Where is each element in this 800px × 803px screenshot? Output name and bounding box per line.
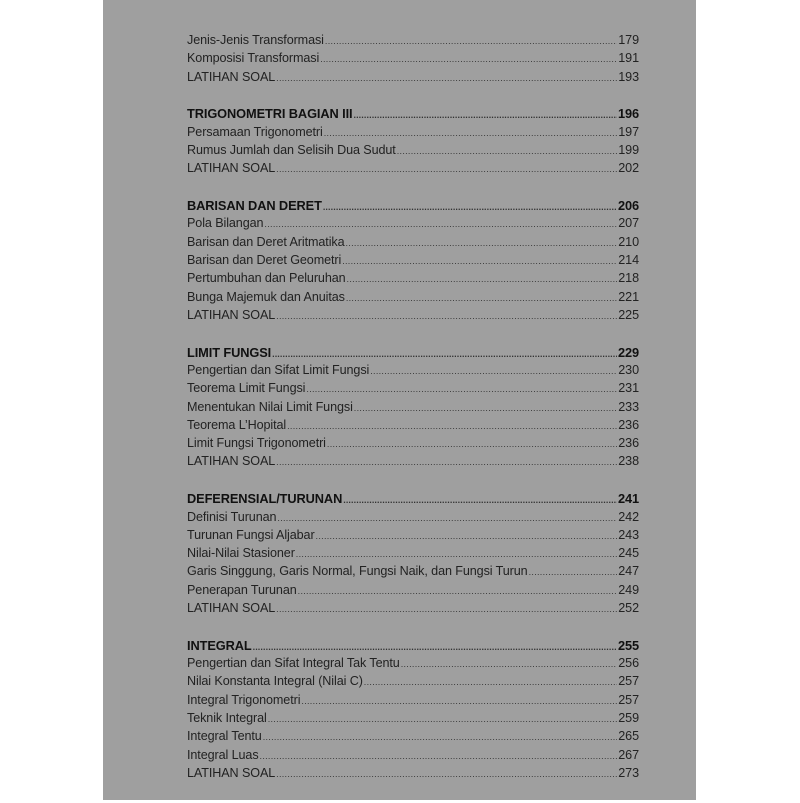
- dot-leader: [263, 729, 618, 743]
- entry-title: Menentukan Nilai Limit Fungsi: [187, 399, 353, 414]
- toc-entry[interactable]: [187, 693, 639, 711]
- toc-entry[interactable]: [187, 436, 639, 454]
- entry-title: Jenis-Jenis Transformasi: [187, 33, 324, 47]
- toc-entry[interactable]: [187, 528, 639, 546]
- dot-leader: [268, 711, 618, 725]
- page-number: 252: [618, 601, 639, 616]
- dot-leader: [320, 51, 617, 65]
- entry-title: Integral Trigonometri: [187, 692, 301, 707]
- entry-title: Teknik Integral: [187, 711, 267, 725]
- dot-leader: [316, 528, 618, 542]
- dot-leader: [343, 491, 617, 506]
- dot-leader: [324, 125, 618, 139]
- dot-leader: [323, 198, 617, 213]
- chapter-title: DEFERENSIAL/TURUNAN: [187, 491, 343, 507]
- toc-entry[interactable]: [187, 143, 639, 161]
- entry-title: LATIHAN SOAL: [187, 454, 276, 469]
- toc-entry[interactable]: [187, 216, 639, 234]
- page-number: 247: [618, 564, 639, 579]
- page-number: 231: [618, 381, 639, 396]
- entry-title: Bunga Majemuk dan Anuitas: [187, 289, 345, 304]
- entry-title: Barisan dan Deret Geometri: [187, 252, 342, 267]
- page-number: 238: [618, 454, 639, 469]
- toc-section: [187, 345, 639, 473]
- toc-entry[interactable]: [187, 363, 639, 381]
- toc-entry[interactable]: [187, 253, 639, 271]
- toc-entry[interactable]: [187, 271, 639, 289]
- toc-entry[interactable]: [187, 729, 639, 747]
- toc-entry[interactable]: [187, 381, 639, 399]
- toc-entry[interactable]: [187, 583, 639, 601]
- entry-title: LATIHAN SOAL: [187, 161, 276, 176]
- page-number: 199: [618, 142, 639, 157]
- toc-chapter-heading[interactable]: [187, 345, 639, 363]
- page-number: 179: [618, 33, 639, 47]
- page-number: 202: [618, 161, 639, 176]
- toc-entry[interactable]: [187, 418, 639, 436]
- entry-title: LATIHAN SOAL: [187, 69, 276, 84]
- dot-leader: [276, 454, 617, 468]
- page-number: 229: [617, 344, 639, 360]
- dot-leader: [354, 400, 617, 414]
- toc-entry[interactable]: [187, 546, 639, 564]
- page-number: 259: [618, 711, 639, 725]
- toc-entry[interactable]: [187, 161, 639, 179]
- toc-entry[interactable]: [187, 748, 639, 766]
- entry-title: Pertumbuhan dan Peluruhan: [187, 271, 346, 286]
- toc-entry[interactable]: [187, 766, 639, 784]
- dot-leader: [327, 436, 617, 450]
- page-number: 245: [618, 546, 639, 561]
- toc-section: [187, 33, 639, 88]
- dot-leader: [306, 381, 617, 395]
- entry-title: Nilai Konstanta Integral (Nilai C): [187, 674, 363, 689]
- dot-leader: [272, 345, 617, 360]
- toc-chapter-heading[interactable]: [187, 638, 639, 656]
- page-number: 273: [618, 765, 639, 780]
- page-number: 221: [618, 289, 639, 304]
- dot-leader: [276, 601, 617, 615]
- toc-entry[interactable]: [187, 290, 639, 308]
- dot-leader: [260, 748, 618, 762]
- page-number: 255: [617, 637, 639, 653]
- dot-leader: [397, 143, 618, 157]
- entry-title: Teorema L’Hopital: [187, 417, 287, 432]
- dot-leader: [325, 33, 617, 47]
- table-of-contents: [187, 33, 639, 803]
- page-number: 257: [618, 692, 639, 707]
- toc-entry[interactable]: [187, 51, 639, 69]
- dot-leader: [346, 235, 618, 249]
- page-number: 196: [617, 106, 639, 122]
- toc-entry[interactable]: [187, 235, 639, 253]
- chapter-title: BARISAN DAN DERET: [187, 198, 322, 214]
- dot-leader: [301, 693, 617, 707]
- entry-title: Integral Tentu: [187, 729, 262, 744]
- page-number: 249: [618, 582, 639, 597]
- dot-leader: [253, 638, 617, 653]
- entry-title: Persamaan Trigonometri: [187, 124, 323, 139]
- entry-title: Pengertian dan Sifat Integral Tak Tentu: [187, 656, 400, 671]
- toc-entry[interactable]: [187, 601, 639, 619]
- entry-title: Turunan Fungsi Aljabar: [187, 527, 315, 542]
- page-number: 243: [618, 527, 639, 542]
- toc-chapter-heading[interactable]: [187, 106, 639, 124]
- entry-title: Nilai-Nilai Stasioner: [187, 546, 295, 561]
- page-number: 233: [618, 399, 639, 414]
- dot-leader: [296, 546, 617, 560]
- page-number: 191: [618, 51, 639, 66]
- page-number: 193: [618, 69, 639, 84]
- toc-entry[interactable]: [187, 711, 639, 729]
- page-number: 230: [618, 362, 639, 377]
- dot-leader: [264, 216, 617, 230]
- entry-title: Komposisi Transformasi: [187, 51, 320, 66]
- page-number: 265: [618, 729, 639, 744]
- entry-title: LATIHAN SOAL: [187, 601, 276, 616]
- entry-title: LATIHAN SOAL: [187, 307, 276, 322]
- entry-title: Barisan dan Deret Aritmatika: [187, 234, 345, 249]
- dot-leader: [353, 106, 616, 121]
- toc-section: [187, 106, 639, 179]
- entry-title: Rumus Jumlah dan Selisih Dua Sudut: [187, 142, 396, 157]
- dot-leader: [342, 253, 617, 267]
- page-number: 256: [618, 656, 639, 671]
- dot-leader: [276, 70, 617, 84]
- dot-leader: [364, 674, 617, 688]
- entry-title: Definisi Turunan: [187, 509, 277, 524]
- chapter-title: INTEGRAL: [187, 637, 252, 653]
- page-number: 242: [618, 509, 639, 524]
- entry-title: Integral Luas: [187, 747, 259, 762]
- toc-entry[interactable]: [187, 510, 639, 528]
- toc-entry[interactable]: [187, 308, 639, 326]
- dot-leader: [347, 271, 618, 285]
- dot-leader: [287, 418, 617, 432]
- page-number: 214: [618, 252, 639, 267]
- entry-title: Teorema Limit Fungsi: [187, 381, 306, 396]
- toc-entry[interactable]: [187, 674, 639, 692]
- toc-entry[interactable]: [187, 400, 639, 418]
- toc-entry[interactable]: [187, 564, 639, 582]
- toc-entry[interactable]: [187, 656, 639, 674]
- dot-leader: [346, 290, 617, 304]
- toc-entry[interactable]: [187, 454, 639, 472]
- page-number: 210: [618, 234, 639, 249]
- page-number: 218: [618, 271, 639, 286]
- toc-section: [187, 198, 639, 326]
- page-number: 207: [618, 216, 639, 231]
- page-number: 236: [618, 436, 639, 451]
- page-number: 225: [618, 307, 639, 322]
- toc-entry[interactable]: [187, 33, 639, 51]
- page-number: 241: [617, 491, 639, 507]
- dot-leader: [529, 564, 618, 578]
- entry-title: Limit Fungsi Trigonometri: [187, 436, 326, 451]
- chapter-title: LIMIT FUNGSI: [187, 344, 272, 360]
- toc-entry[interactable]: [187, 125, 639, 143]
- dot-leader: [276, 766, 617, 780]
- dot-leader: [277, 510, 617, 524]
- toc-chapter-heading[interactable]: [187, 198, 639, 216]
- entry-title: Pengertian dan Sifat Limit Fungsi: [187, 362, 370, 377]
- dot-leader: [276, 308, 617, 322]
- entry-title: Garis Singgung, Garis Normal, Fungsi Naik, dan Fungsi Turun: [187, 564, 528, 579]
- dot-leader: [401, 656, 618, 670]
- entry-title: Pola Bilangan: [187, 216, 264, 231]
- entry-title: LATIHAN SOAL: [187, 765, 276, 780]
- entry-title: Penerapan Turunan: [187, 582, 297, 597]
- chapter-title: TRIGONOMETRI BAGIAN III: [187, 106, 353, 122]
- toc-chapter-heading[interactable]: [187, 491, 639, 509]
- page-number: 206: [617, 198, 639, 214]
- toc-section: [187, 638, 639, 784]
- dot-leader: [276, 161, 617, 175]
- dot-leader: [298, 583, 618, 597]
- page-number: 236: [618, 417, 639, 432]
- dot-leader: [370, 363, 617, 377]
- page-number: 197: [618, 124, 639, 139]
- page-number: 257: [618, 674, 639, 689]
- toc-entry[interactable]: [187, 70, 639, 88]
- toc-section: [187, 491, 639, 619]
- page-number: 267: [618, 747, 639, 762]
